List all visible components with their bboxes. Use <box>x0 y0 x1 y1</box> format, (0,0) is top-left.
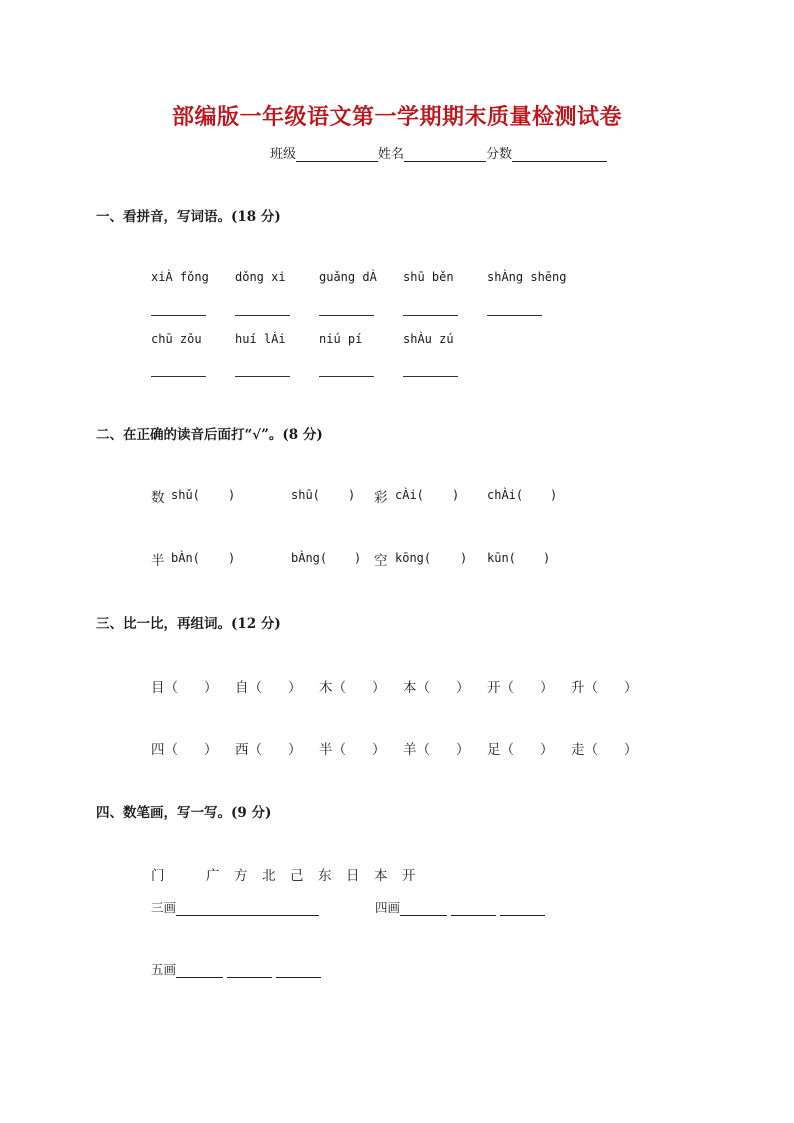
answer-line[interactable] <box>500 902 545 916</box>
five-strokes-label: 五画 <box>151 962 177 977</box>
answer-line[interactable] <box>400 902 447 916</box>
reading-option: kūn( <box>487 551 516 565</box>
reading-option: chÀi( <box>487 488 524 502</box>
answer-line[interactable] <box>235 315 290 316</box>
stroke-char: 日 <box>346 868 360 884</box>
name-blank[interactable] <box>404 147 486 162</box>
four-strokes-label: 四画 <box>375 900 401 915</box>
compare-item: 四（ <box>151 742 178 758</box>
answer-line[interactable] <box>235 376 290 377</box>
class-label: 班级 <box>270 147 297 162</box>
pinyin-item: huí lÁi <box>235 332 286 346</box>
compare-item: 木（ <box>319 680 346 696</box>
bracket-close: ） <box>372 680 386 696</box>
stroke-char: 东 <box>318 868 332 884</box>
char-item: 半 <box>151 553 165 569</box>
compare-item: 走（ <box>571 742 598 758</box>
reading-option: shū( <box>291 488 320 502</box>
bracket-close: ） <box>372 742 386 758</box>
class-blank[interactable] <box>296 147 378 162</box>
answer-line[interactable] <box>403 315 458 316</box>
pinyin-item: chū zǒu <box>151 332 202 346</box>
three-strokes-label: 三画 <box>151 900 177 915</box>
reading-option: cÀi( <box>395 488 424 502</box>
pinyin-item: shÀu zú <box>403 332 454 346</box>
bracket-close: ） <box>204 680 218 696</box>
bracket-close: ） <box>624 742 638 758</box>
option-close: ) <box>460 551 468 565</box>
compare-item: 半（ <box>319 742 346 758</box>
score-blank[interactable] <box>512 147 607 162</box>
answer-line[interactable] <box>176 964 223 978</box>
compare-item: 本（ <box>403 680 430 696</box>
reading-option: shǔ( <box>171 488 200 502</box>
stroke-char: 门 <box>151 868 165 884</box>
compare-item: 足（ <box>487 742 514 758</box>
answer-line[interactable] <box>151 315 206 316</box>
stroke-char: 己 <box>290 868 304 884</box>
compare-item: 自（ <box>235 680 262 696</box>
pinyin-item: xiÀ fǒng <box>151 270 209 284</box>
compare-item: 目（ <box>151 680 178 696</box>
option-close: ) <box>228 488 236 502</box>
compare-item: 升（ <box>571 680 598 696</box>
answer-line[interactable] <box>227 964 272 978</box>
section-1-heading: 一、看拼音，写词语。(18 分) <box>96 209 281 225</box>
bracket-close: ） <box>288 742 302 758</box>
section-4-heading: 四、数笔画，写一写。(9 分) <box>96 805 272 821</box>
bracket-close: ） <box>456 680 470 696</box>
stroke-char: 北 <box>262 868 276 884</box>
answer-line[interactable] <box>403 376 458 377</box>
answer-line[interactable] <box>176 902 319 916</box>
char-item: 彩 <box>374 490 388 506</box>
three-strokes-row <box>151 898 319 916</box>
bracket-close: ） <box>288 680 302 696</box>
page-title: 部编版一年级语文第一学期期末质量检测试卷 <box>171 104 622 130</box>
answer-line[interactable] <box>319 376 374 377</box>
stroke-char: 本 <box>374 868 388 884</box>
stroke-char: 方 <box>234 868 248 884</box>
option-close: ) <box>543 551 551 565</box>
bracket-close: ） <box>540 680 554 696</box>
option-close: ) <box>452 488 460 502</box>
reading-option: bÀn( <box>171 551 200 565</box>
name-label: 姓名 <box>378 147 405 162</box>
student-info-line <box>270 143 607 162</box>
char-item: 空 <box>374 553 388 569</box>
five-strokes-row <box>151 960 321 978</box>
answer-line[interactable] <box>487 315 542 316</box>
option-close: ) <box>228 551 236 565</box>
answer-line[interactable] <box>276 964 321 978</box>
answer-line[interactable] <box>451 902 496 916</box>
bracket-close: ） <box>456 742 470 758</box>
compare-item: 开（ <box>487 680 514 696</box>
option-close: ) <box>550 488 558 502</box>
section-2-heading: 二、在正确的读音后面打“√”。(8 分) <box>96 427 323 443</box>
stroke-char: 开 <box>402 868 416 884</box>
bracket-close: ） <box>624 680 638 696</box>
option-close: ) <box>354 551 362 565</box>
compare-item: 羊（ <box>403 742 430 758</box>
pinyin-item: guǎng dÀ <box>319 270 377 284</box>
compare-item: 西（ <box>235 742 262 758</box>
reading-option: kōng( <box>395 551 432 565</box>
stroke-char: 广 <box>206 868 220 884</box>
four-strokes-row <box>375 898 545 916</box>
pinyin-item: niú pí <box>319 332 363 346</box>
pinyin-item: shū běn <box>403 270 454 284</box>
score-label: 分数 <box>486 147 513 162</box>
reading-option: bÀng( <box>291 551 328 565</box>
option-close: ) <box>348 488 356 502</box>
bracket-close: ） <box>204 742 218 758</box>
pinyin-item: shÀng shēng <box>487 270 567 284</box>
pinyin-item: dǒng xi <box>235 270 286 284</box>
char-item: 数 <box>151 490 165 506</box>
bracket-close: ） <box>540 742 554 758</box>
answer-line[interactable] <box>151 376 206 377</box>
answer-line[interactable] <box>319 315 374 316</box>
section-3-heading: 三、比一比，再组词。(12 分) <box>96 616 281 632</box>
